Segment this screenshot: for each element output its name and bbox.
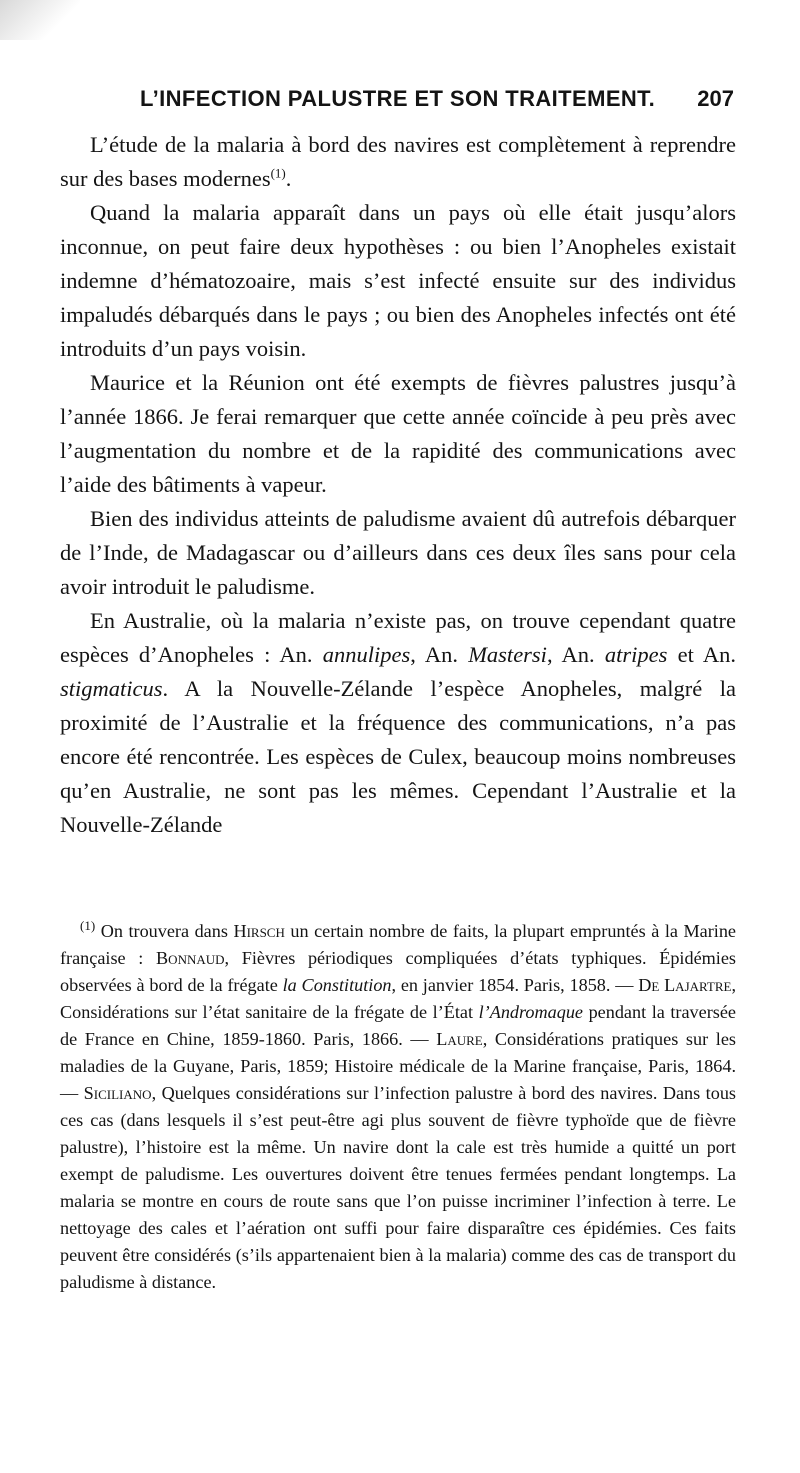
ship-constitution: la Constitution (282, 975, 392, 995)
species-annulipes: annulipes (322, 642, 411, 667)
author-laure: Laure (436, 1029, 483, 1049)
page-header (110, 86, 734, 122)
footnote-text-7: , Considérations pratiques sur les maladies de la Guyane, Paris, 1859; Histoire médicale de la Marine française, Paris, 1864. — (60, 1029, 736, 1103)
author-de-lajartre: De Lajartre (638, 975, 732, 995)
species-mastersi: Mastersi (468, 642, 547, 667)
author-bonnaud: Bonnaud (156, 948, 225, 968)
footnote-text-2: un certain nombre de faits, la plupart empruntés à la Marine française : (60, 921, 736, 968)
species-atripes: atripes (604, 642, 668, 667)
footnote-text-8: , Quelques considérations sur l’infection palustre à bord des navires. Dans tous ces cas (dans lesquels il s’est peut-être agi plus souvent de fièvre typhoïde que de fièvre palustre), l’histoire est la même. Un navire dont la cale est très humide a quitté un port exempt de paludisme. Les ouvertures doivent être tenues fermées pendant longtemps. La malaria se montre en cours de route sans que l’on puisse incriminer l’infection à terre. Le nettoyage des cales et l’aération ont suffi pour faire disparaître ces épidémies. Ces faits peuvent être considérés (s’ils appartenaient bien à la malaria) comme des cas de transport du paludisme à distance. (60, 1083, 737, 1292)
paragraph-1 (60, 128, 736, 196)
footnote-reference: (1) (270, 165, 286, 181)
paragraph-2: Quand la malaria apparaît dans un pays où elle était jusqu’alors inconnue, on peut faire deux hypothèses : ou bien l’Anopheles existait indemne d’hématozoaire, mais s’est infecté ensuite sur des individus impaludés débarqués dans le pays ; ou bien des Anopheles infectés ont été introduits d’un pays voisin. (60, 200, 736, 361)
main-text (60, 128, 736, 842)
paragraph-5-part-b: , An. (410, 642, 469, 667)
footnotes (60, 918, 736, 1296)
paragraph-5-part-d: et An. (667, 642, 736, 667)
footnote-text-1: On trouvera dans (100, 921, 234, 941)
paragraph-5-part-a: En Australie, où la malaria n’existe pas, on trouve cependant quatre espèces d’Anopheles : An. (60, 608, 736, 667)
paragraph-4: Bien des individus atteints de paludisme avaient dû autrefois débarquer de l’Inde, de Madagascar ou d’ailleurs dans ces deux îles sans pour cela avoir introduit le paludisme. (60, 506, 736, 599)
author-siciliano: Siciliano (83, 1083, 152, 1103)
author-hirsch: Hirsch (233, 921, 285, 941)
footnote-1 (60, 918, 736, 1296)
ship-andromaque: l’Andromaque (478, 1002, 584, 1022)
paragraph-5 (60, 604, 736, 842)
paragraph-3: Maurice et la Réunion ont été exempts de fièvres palustres jusqu’à l’année 1866. Je ferai remarquer que cette année coïncide à peu près avec l’augmentation du nombre et de la rapidité des communications avec l’aide des bâtiments à vapeur. (60, 370, 736, 497)
footnote-marker: (1) (80, 917, 96, 933)
scan-smudge (0, 0, 80, 40)
paragraph-1-end: . (285, 166, 292, 191)
footnote-text-3: , Fièvres périodiques compliquées d’états typhiques. Épidémies observées à bord de la frégate (60, 948, 736, 995)
running-title: L’INFECTION PALUSTRE ET SON TRAITEMENT. (140, 86, 656, 111)
species-stigmaticus: stigmaticus (60, 676, 163, 701)
paragraph-5-part-c: , An. (546, 642, 605, 667)
footnote-text-4: , en janvier 1854. Paris, 1858. — (391, 975, 639, 995)
footnote-text-5: , Considérations sur l’état sanitaire de la frégate de l’État (60, 975, 737, 1022)
paragraph-1-text: L’étude de la malaria à bord des navires est complètement à reprendre sur des bases modernes (60, 132, 736, 191)
paragraph-5-part-e: . A la Nouvelle-Zélande l’espèce Anopheles, malgré la proximité de l’Australie et la fréquence des communications, n’a pas encore été rencontrée. Les espèces de Culex, beaucoup moins nombreuses qu’en Australie, ne sont pas les mêmes. Cependant l’Australie et la Nouvelle-Zélande (60, 676, 736, 837)
footnote-text-6: pendant la traversée de France en Chine, 1859-1860. Paris, 1866. — (60, 1002, 736, 1049)
page-number: 207 (697, 86, 734, 111)
